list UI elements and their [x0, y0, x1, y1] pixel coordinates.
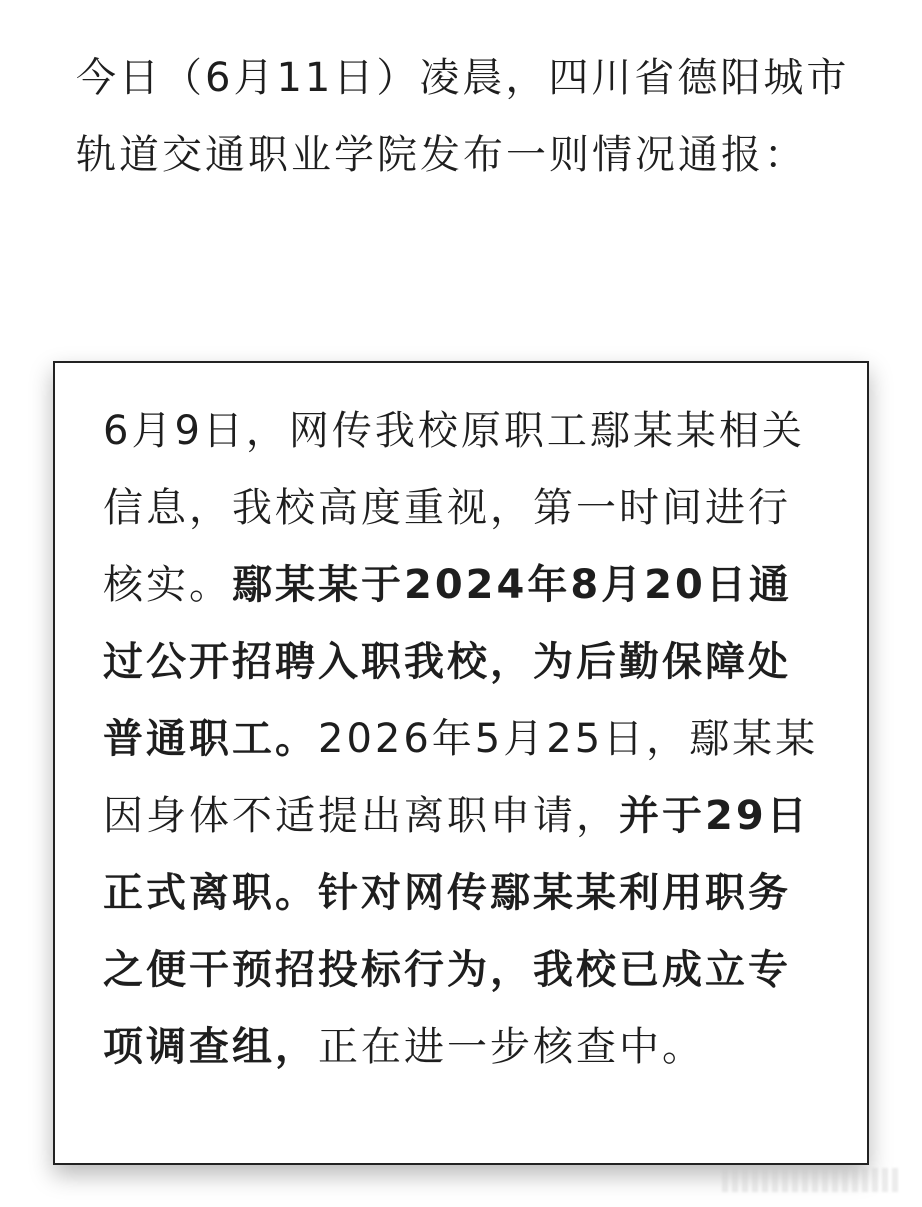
- notice-segment-4: 并于29日正式离职。针对网传鄢某某利用职务之便干预招投标行为，我校已成立专项调查组，: [103, 793, 810, 1070]
- notice-segment-2: 鄢某某于2024年8月20日通过公开招聘入职我校，为后勤保障处普通职工。: [103, 562, 792, 762]
- notice-box: [53, 361, 869, 1165]
- notice-segment-3: 2026年5月25日，鄢某某因身体不适提出离职申请，: [103, 716, 819, 839]
- notice-paragraph: [103, 393, 823, 1086]
- watermark: [722, 1168, 902, 1192]
- notice-segment-5: 正在进一步核查中。: [318, 1024, 705, 1070]
- intro-paragraph: 今日（6月11日）凌晨，四川省德阳城市轨道交通职业学院发布一则情况通报：: [76, 55, 850, 178]
- notice-segment-1: 6月9日，网传我校原职工鄢某某相关信息，我校高度重视，第一时间进行核实。: [103, 408, 805, 608]
